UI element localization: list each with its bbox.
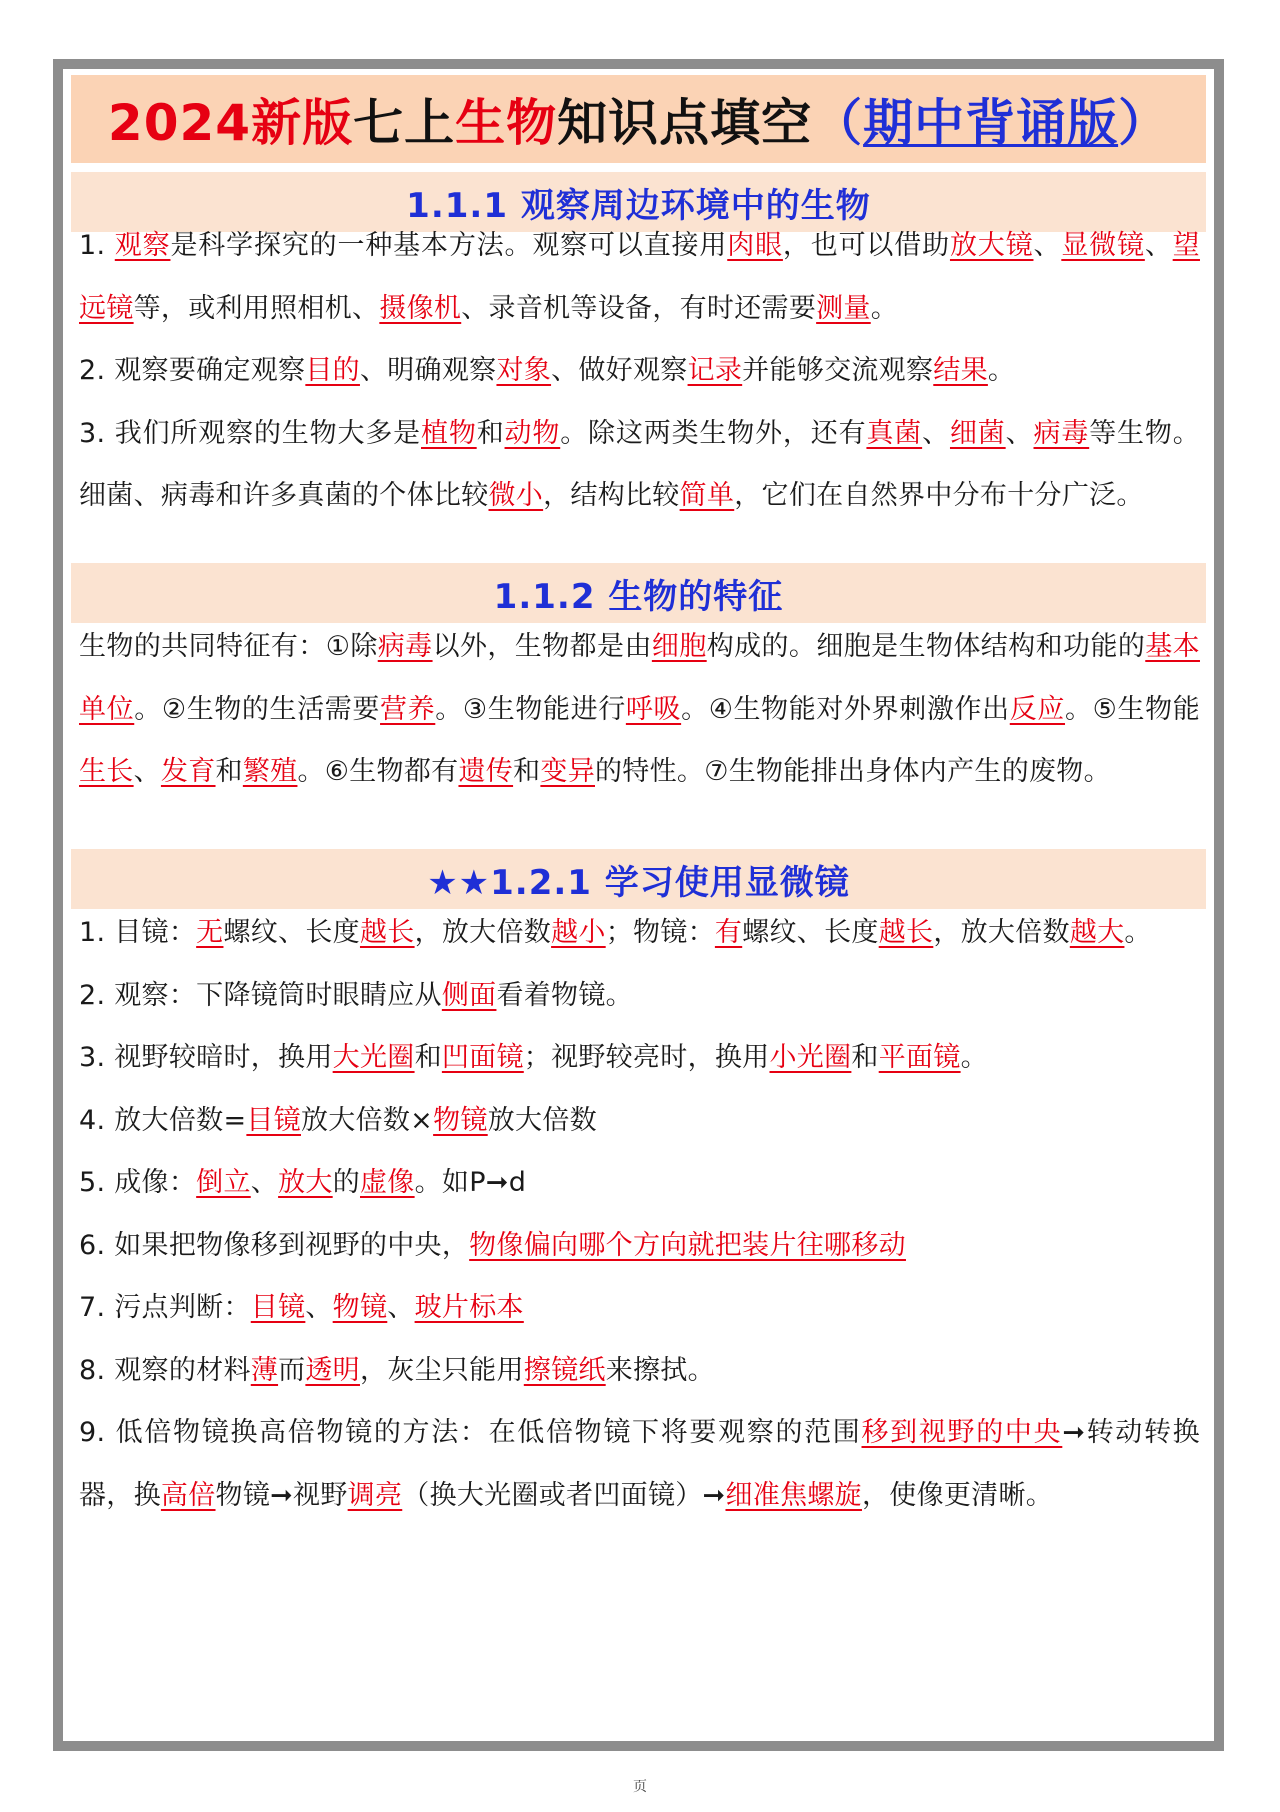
paragraph-text: ，也可以借助 [782, 230, 950, 261]
paragraph-text: 2. 观察要确定观察 [79, 355, 306, 386]
paragraph-text: 等，或利用照相机、 [133, 292, 380, 324]
paragraph-text: 。④生物能对外界刺激作出 [681, 693, 1010, 725]
answer-blank: 越小 [551, 917, 606, 948]
section-heading-1-1-2: 1.1.2 生物的特征 [71, 563, 1206, 623]
paragraph [79, 616, 1200, 804]
answer-blank: 肉眼 [727, 230, 783, 261]
answer-blank: 越长 [878, 917, 934, 948]
title-paren-close: ） [1118, 94, 1170, 152]
paragraph-text: 螺纹、长度 [742, 917, 879, 948]
paragraph-text: 物镜➞视野 [215, 1479, 348, 1511]
paragraph-text: 和 [513, 756, 541, 787]
paragraph [79, 1027, 1200, 1090]
paragraph-text: 看着物镜。 [496, 979, 633, 1011]
paragraph-text: 4. 放大倍数= [79, 1104, 247, 1136]
answer-blank: 繁殖 [242, 756, 298, 787]
title-grade: 七上 [353, 94, 456, 152]
paragraph [79, 1090, 1200, 1153]
paragraph-text: 是科学探究的一种基本方法。观察可以直接用 [170, 230, 728, 261]
answer-blank: 调亮 [347, 1479, 403, 1511]
answer-blank: 透明 [305, 1354, 360, 1386]
paragraph-text: 。 [960, 1042, 988, 1073]
paragraph [79, 1340, 1200, 1403]
paragraph-text: 9. 低倍物镜换高倍物镜的方法：在低倍物镜下将要观察的范围 [79, 1417, 862, 1448]
paragraph-text: 、做好观察 [551, 355, 688, 386]
answer-blank: 细菌 [949, 417, 1006, 449]
answer-blank: 基本单位 [79, 631, 1200, 725]
paragraph-text: 。⑤生物能 [1065, 693, 1201, 725]
paragraph-text: 和 [476, 417, 505, 449]
answer-blank: 凹面镜 [441, 1042, 524, 1073]
section-heading-1-1-1: 1.1.1 观察周边环境中的生物 [71, 172, 1206, 232]
answer-blank: 对象 [496, 355, 552, 386]
answer-blank: 结果 [933, 355, 988, 386]
answer-blank: 病毒 [377, 631, 433, 662]
answer-blank: 真菌 [866, 417, 923, 449]
paragraph [79, 1402, 1200, 1527]
answer-blank: 简单 [679, 480, 735, 511]
answer-blank: 变异 [540, 756, 595, 787]
paragraph-text: 放大倍数 [487, 1104, 597, 1136]
paragraph-text: 而 [278, 1354, 306, 1386]
paragraph-text: 和 [851, 1042, 879, 1073]
paragraph-text: 的特性。⑦生物能排出身体内产生的废物。 [595, 756, 1111, 787]
answer-blank: 目镜 [246, 1104, 301, 1136]
section-body-1-2-1 [79, 902, 1200, 1527]
paragraph-text: ，灰尘只能用 [359, 1354, 524, 1386]
answer-blank: 病毒 [1033, 417, 1090, 449]
paragraph-text: 3. 视野较暗时，换用 [79, 1042, 333, 1073]
answer-blank: 越大 [1069, 917, 1125, 948]
paragraph [79, 1152, 1200, 1215]
title-subject: 生物 [455, 94, 558, 152]
paragraph-text: 等生物。细菌、病毒和许多真菌的个体比较 [79, 417, 1200, 511]
paragraph-text: 并能够交流观察 [742, 355, 934, 386]
paragraph-text: 和 [215, 756, 243, 787]
paragraph-text: ，结构比较 [543, 480, 680, 511]
paragraph-text: 。 [987, 355, 1016, 386]
paragraph-text: 螺纹、长度 [223, 917, 360, 948]
page-footer: 页 [633, 1779, 647, 1795]
answer-blank: 细胞 [651, 631, 707, 662]
paragraph-text: 5. 成像： [79, 1167, 197, 1198]
answer-blank: 发育 [160, 756, 216, 787]
paragraph-text: 、 [387, 1292, 415, 1323]
paragraph [79, 340, 1200, 403]
answer-blank: 玻片标本 [414, 1292, 524, 1323]
answer-blank: 望远镜 [79, 230, 1200, 324]
section-body-1-1-1 [79, 215, 1200, 528]
paragraph-text: ；视野较亮时，换用 [523, 1042, 770, 1073]
paragraph-text: ；物镜： [605, 917, 715, 948]
title-paren-open: （ [812, 94, 864, 152]
paragraph-text: ，使像更清晰。 [861, 1479, 1054, 1511]
answer-blank: 大光圈 [332, 1042, 415, 1073]
paragraph-text: ➞转动转换器，换 [79, 1417, 1200, 1511]
answer-blank: 放大镜 [949, 230, 1034, 261]
worksheet-page [63, 69, 1214, 1741]
paragraph-text: 、 [305, 1292, 333, 1323]
paragraph-text: ，它们在自然界中分布十分广泛。 [734, 480, 1144, 511]
paragraph [79, 965, 1200, 1028]
paragraph [79, 1215, 1200, 1278]
answer-blank: 擦镜纸 [523, 1354, 606, 1386]
answer-blank: 有 [714, 917, 743, 948]
answer-blank: 物镜 [332, 1292, 388, 1323]
paragraph-text: 、 [922, 417, 950, 449]
paragraph-text: 。⑥生物都有 [297, 756, 459, 787]
answer-blank: 越长 [359, 917, 415, 948]
paragraph-text: 。③生物能进行 [435, 693, 626, 725]
section-heading-1-2-1: ★★1.2.1 学习使用显微镜 [71, 849, 1206, 909]
answer-blank: 小光圈 [769, 1042, 852, 1073]
answer-blank: 呼吸 [625, 693, 682, 725]
paragraph-text: ，放大倍数 [414, 917, 552, 948]
paragraph-text: 。除这两类生物外，还有 [560, 417, 867, 449]
paragraph-text: 、录音机等设备，有时还需要 [461, 292, 817, 324]
answer-blank: 植物 [421, 417, 477, 449]
answer-blank: 侧面 [441, 979, 497, 1011]
answer-blank: 摄像机 [379, 292, 462, 324]
paragraph-text: 。 [870, 292, 899, 324]
paragraph-text: 、明确观察 [359, 355, 497, 386]
answer-blank: 显微镜 [1061, 230, 1145, 261]
paragraph-text: 、 [250, 1167, 279, 1198]
answer-blank: 倒立 [196, 1167, 251, 1198]
answer-blank: 高倍 [160, 1479, 216, 1511]
title-main: 知识点填空 [557, 94, 813, 152]
paragraph [79, 1277, 1200, 1340]
answer-blank: 动物 [504, 417, 561, 449]
paragraph-text: 8. 观察的材料 [79, 1354, 251, 1386]
paragraph-text: 。如P➞d [414, 1167, 527, 1198]
answer-blank: 记录 [687, 355, 743, 386]
paragraph-text: 1. 目镜： [79, 917, 197, 948]
paragraph-text: 放大倍数× [300, 1104, 434, 1136]
paragraph-text: 2. 观察：下降镜筒时眼睛应从 [79, 979, 442, 1011]
paragraph [79, 403, 1200, 528]
answer-blank: 物像偏向哪个方向就把装片往哪移动 [469, 1229, 906, 1261]
answer-blank: 微小 [488, 480, 544, 511]
page-title [71, 75, 1206, 163]
answer-blank: 平面镜 [878, 1042, 961, 1073]
answer-blank: 细准焦螺旋 [725, 1479, 862, 1511]
paragraph [79, 902, 1200, 965]
answer-blank: 遗传 [458, 756, 514, 787]
answer-blank: 移到视野的中央 [861, 1417, 1063, 1448]
paragraph-text: 。 [1124, 917, 1152, 948]
paragraph-text: 。②生物的生活需要 [134, 693, 381, 725]
answer-blank: 放大 [278, 1167, 333, 1198]
section-body-1-1-2 [79, 616, 1200, 804]
answer-blank: 物镜 [433, 1104, 488, 1136]
paragraph-text: 、 [1033, 230, 1062, 261]
answer-blank: 观察 [114, 230, 171, 261]
paragraph-text: 1. [79, 230, 115, 261]
paragraph-text: 3. 我们所观察的生物大多是 [79, 417, 421, 449]
title-year: 2024新版 [107, 94, 354, 152]
answer-blank: 目的 [305, 355, 360, 386]
paragraph-text: 、 [1144, 230, 1173, 261]
paragraph-text: 以外，生物都是由 [432, 631, 652, 662]
paragraph-text: 、 [133, 756, 161, 787]
answer-blank: 目镜 [250, 1292, 306, 1323]
paragraph-text: （换大光圈或者凹面镜）➞ [402, 1479, 726, 1511]
answer-blank: 营养 [380, 693, 436, 725]
answer-blank: 无 [196, 917, 224, 948]
paragraph-text: 6. 如果把物像移到视野的中央， [79, 1229, 470, 1261]
paragraph-text: 构成的。细胞是生物体结构和功能的 [706, 631, 1146, 662]
paragraph-text: 、 [1005, 417, 1034, 449]
answer-blank: 生长 [79, 756, 134, 787]
paragraph-text: 生物的共同特征有：①除 [79, 631, 378, 662]
answer-blank: 反应 [1009, 693, 1066, 725]
answer-blank: 虚像 [360, 1167, 415, 1198]
paragraph-text: 来擦拭。 [605, 1354, 715, 1386]
answer-blank: 薄 [250, 1354, 279, 1386]
answer-blank: 测量 [816, 292, 871, 324]
paragraph-text: 7. 污点判断： [79, 1292, 251, 1323]
page-frame [53, 59, 1224, 1751]
paragraph [79, 215, 1200, 340]
paragraph-text: ，放大倍数 [933, 917, 1070, 948]
paragraph-text: 的 [332, 1167, 360, 1198]
paragraph-text: 和 [414, 1042, 442, 1073]
title-edition: 期中背诵版 [863, 94, 1119, 152]
